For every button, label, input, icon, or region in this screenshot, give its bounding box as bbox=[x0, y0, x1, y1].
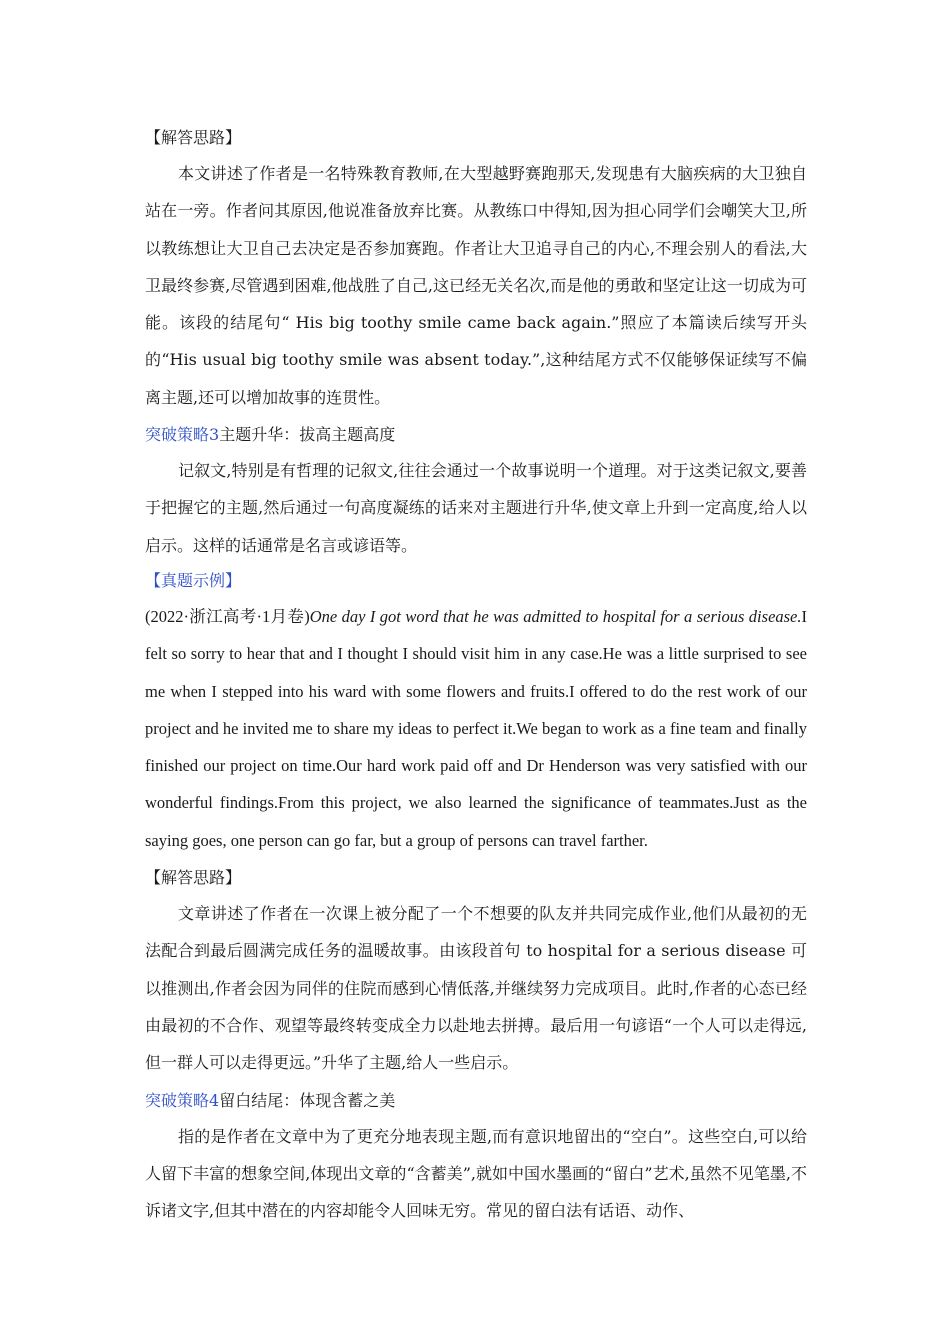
strategy-3-paragraph: 记叙文,特别是有哲理的记叙文,往往会通过一个故事说明一个道理。对于这类记叙文,要善于把握它的主题,然后通过一句高度凝练的话来对主题进行升华,使文章上升到一定高度,给人以启示。这样的话通常是名言或谚语等。 bbox=[145, 461, 807, 555]
answer-idea-paragraph-2: 文章讲述了作者在一次课上被分配了一个不想要的队友并共同完成作业,他们从最初的无法配合到最后圆满完成任务的温暖故事。由该段首句 to hospital for a serious disease 可以推测出,作者会因为同伴的住院而感到心情低落,并继续努力完成项目。此时,作者的心态已经由最初的不合作、观望等最终转变成全力以赴地去拼搏。最后用一句谚语“一个人可以走得远,但一群人可以走得更远。”升华了主题,给人一些启示。 bbox=[145, 904, 807, 1073]
strategy-4-heading bbox=[145, 1084, 807, 1118]
answer-idea-paragraph-1: 本文讲述了作者是一名特殊教育教师,在大型越野赛跑那天,发现患有大脑疾病的大卫独自站在一旁。作者问其原因,他说准备放弃比赛。从教练口中得知,因为担心同学们会嘲笑大卫,所以教练想让大卫自己去决定是否参加赛跑。作者让大卫追寻自己的内心,不理会别人的看法,大卫最终参赛,尽管遇到困难,他战胜了自己,这已经无关名次,而是他的勇敢和坚定让这一切成为可能。该段的结尾句“ His big toothy smile came back again.”照应了本篇读后续写开头的“His usual big toothy smile was absent today.”,这种结尾方式不仅能够保证续写不偏离主题,还可以增加故事的连贯性。 bbox=[145, 164, 807, 407]
example-body: I felt so sorry to hear that and I thought I should visit him in any case.He was a little surprised to see me when I stepped into his ward with some flowers and fruits.I offered to do the rest work of our project and he invited me to share my ideas to perfect it.We began to work as a fine team and finally finished our project on time.Our hard work paid off and Dr Henderson was very satisfied with our wonderful findings.From this project, we also learned the significance of teammates.Just as the saying goes, one person can go far, but a group of persons can travel farther. bbox=[145, 606, 808, 850]
strategy-4-paragraph: 指的是作者在文章中为了更充分地表现主题,而有意识地留出的“空白”。这些空白,可以给人留下丰富的想象空间,体现出文章的“含蓄美”,就如中国水墨画的“留白”艺术,虽然不见笔墨,不诉诸文字,但其中潜在的内容却能令人回味无穷。常见的留白法有话语、动作、 bbox=[145, 1126, 807, 1221]
strategy-3-label: 突破策略3 bbox=[145, 425, 220, 445]
section-heading-answer-idea-1: 【解答思路】 bbox=[145, 128, 242, 147]
strategy-3-heading bbox=[145, 418, 807, 452]
strategy-4-label: 突破策略4 bbox=[145, 1090, 220, 1110]
example-italic-sentence: One day I got word that he was admitted to hospital for a serious disease. bbox=[309, 606, 802, 626]
section-heading-answer-idea-2: 【解答思路】 bbox=[145, 868, 242, 888]
section-heading-real-example: 【真题示例】 bbox=[145, 570, 242, 590]
page-content bbox=[145, 121, 807, 1229]
strategy-3-title: 主题升华：拔高主题高度 bbox=[219, 425, 396, 445]
example-source: (2022·浙江高考·1月卷) bbox=[145, 606, 310, 626]
real-example-paragraph bbox=[145, 598, 807, 859]
strategy-4-title: 留白结尾：体现含蓄之美 bbox=[219, 1090, 396, 1110]
